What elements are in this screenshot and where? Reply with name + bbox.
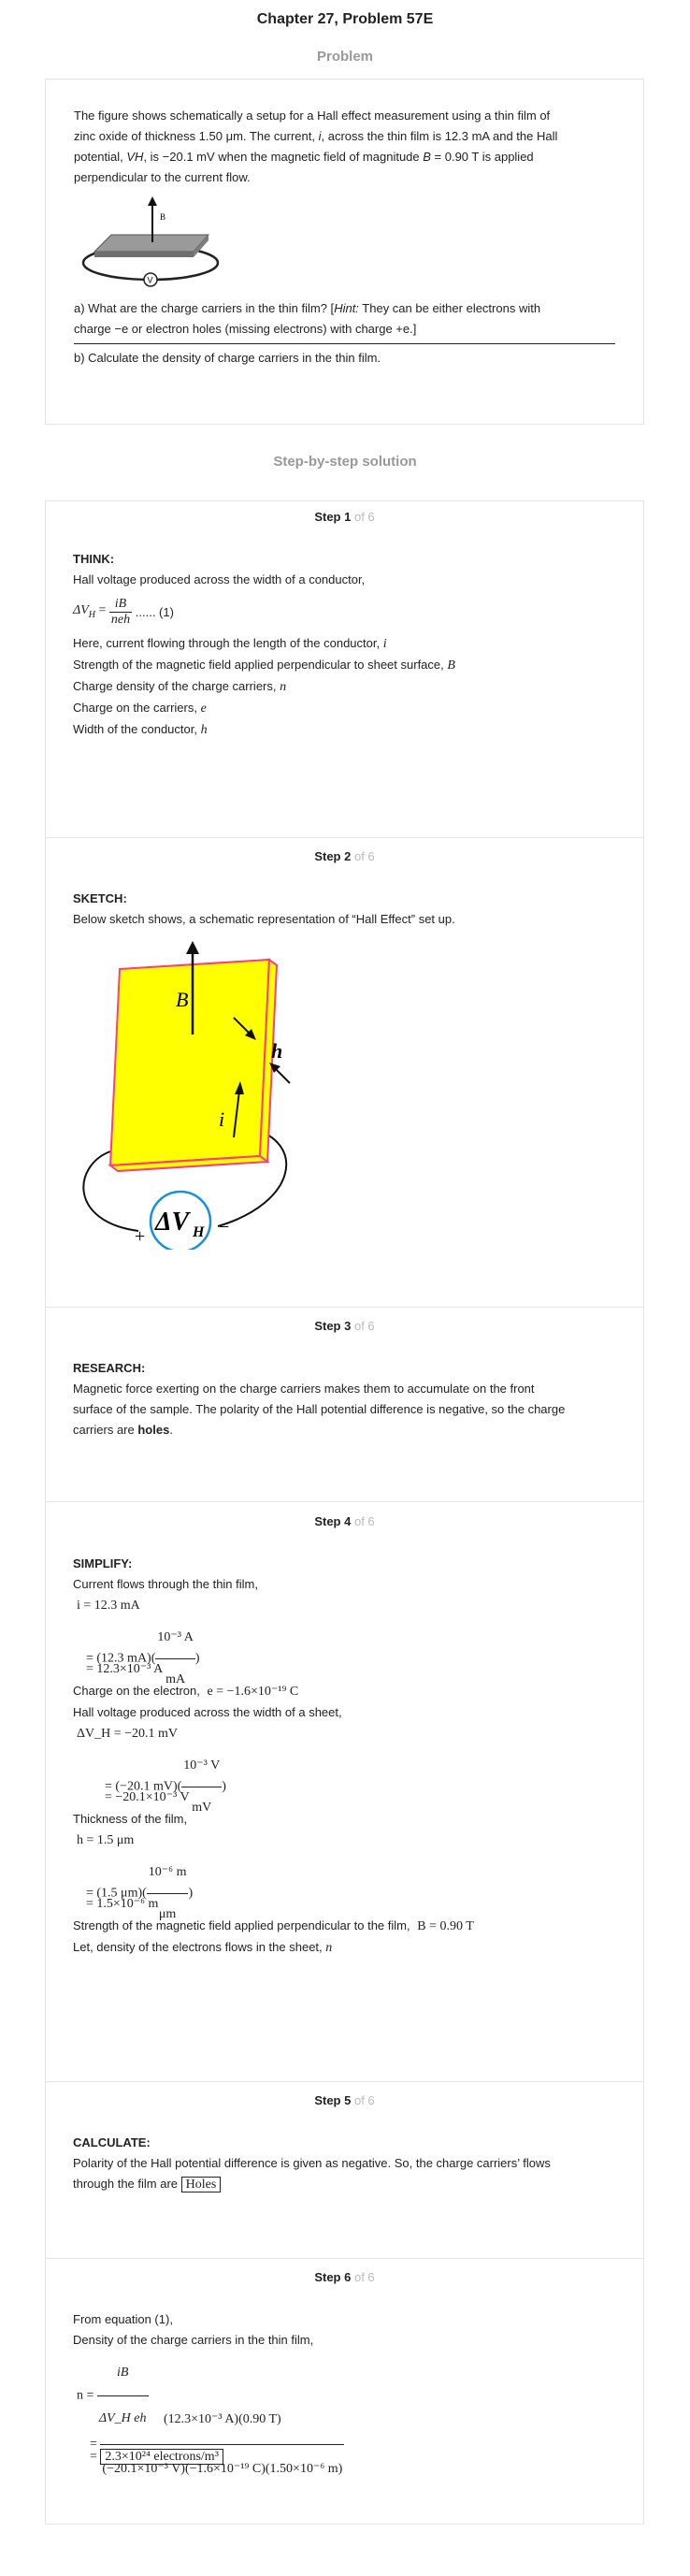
step6-intro-1: From equation (1), [73, 2312, 173, 2326]
current-eq-3: = 12.3×10⁻³ A [86, 1662, 164, 1676]
figure-v-label: V [147, 275, 153, 285]
def-field: Strength of the magnetic field applied perpendicular to sheet surface, B [73, 658, 455, 673]
density-formula: n = $\frac{iB}{\text{ΔV\_H eh}}$ [77, 2351, 616, 2395]
minus-sign: − [219, 1217, 230, 1237]
hall-equation: $\Delta V_H$ = $\frac{iB}{\text{neh}}$ ...... (1) [73, 596, 174, 627]
current-intro: Current flows through the thin film, [73, 1577, 258, 1591]
voltage-eq-2: = (−20.1 mV)( $\frac{\text{10⁻³ V}}{mV}$ ) [77, 1745, 616, 1787]
result-box: 2.3×10²⁴ electrons/m³ [100, 2449, 223, 2465]
step-title: SKETCH: [73, 891, 127, 905]
step-text: Below sketch shows, a schematic representation of “Hall Effect” set up. [73, 912, 455, 926]
step-title: THINK: [73, 552, 115, 566]
problem-heading: Problem [316, 49, 373, 65]
def-charge: Charge on the carriers, e [73, 701, 207, 716]
step-separator [45, 1307, 644, 1308]
field-line: Strength of the magnetic field applied perpendicular to the film, B = 0.90 T [73, 1918, 474, 1933]
step-header: Step 1 of 6 [314, 510, 375, 524]
sketch-dv-label: ΔV [155, 1208, 190, 1237]
step-header: Step 3 of 6 [314, 1319, 375, 1333]
step-separator [45, 2258, 644, 2259]
current-eq-1: i = 12.3 mA [77, 1599, 140, 1613]
step-2 [45, 847, 644, 1250]
part-b: b) Calculate the density of charge carriers in the thin film. [74, 351, 381, 365]
step-header: Step 2 of 6 [314, 849, 375, 863]
density-line: Let, density of the electrons flows in the sheet, n [73, 1940, 333, 1955]
sketch-h-label: h [271, 1039, 283, 1063]
page-title: Chapter 27, Problem 57E [256, 11, 434, 27]
step-title: CALCULATE: [73, 2135, 151, 2149]
hall-intro: Hall voltage produced across the width of a sheet, [73, 1705, 342, 1719]
calculate-text: Polarity of the Hall potential difference is given as negative. So, the charge carriers’ flows through the film are Holes [73, 2156, 551, 2192]
voltage-eq-1: ΔV_H = −20.1 mV [77, 1727, 179, 1741]
divider [74, 343, 615, 344]
thickness-eq-3: = 1.5×10⁻⁶ m [86, 1897, 159, 1911]
def-width: Width of the conductor, h [73, 722, 208, 737]
problem-card [45, 79, 644, 425]
step-4 [45, 1512, 644, 1959]
step-header: Step 6 of 6 [314, 2270, 375, 2284]
part-a: a) What are the charge carriers in the thin film? [Hint: They can be either electrons with charge −e or electron holes (missing electrons) with charge +e.] [74, 301, 541, 336]
current-eq-2: = (12.3 mA)( $\frac{\text{10⁻³ A}}{mA}$ ) [77, 1617, 616, 1658]
voltage-eq-3: = −20.1×10⁻³ V [105, 1790, 190, 1804]
answer-box: Holes [181, 2177, 222, 2192]
step-header: Step 4 of 6 [314, 1514, 375, 1528]
charge-line: Charge on the electron, e = −1.6×10⁻¹⁹ C [73, 1684, 299, 1699]
sketch-b-label: B [176, 988, 189, 1011]
step-6 [45, 2268, 644, 2476]
thickness-eq-2: = (1.5 μm)( $\frac{\text{10⁻⁶ m}}{\mu m}$ ) [77, 1852, 616, 1893]
density-substitution: = $\frac{\text{(12.3×10⁻³ A)(0.90 T)}}{\text{(−20.1×10⁻³ V)(−1.6×10⁻¹⁹ C)(1.50×10⁻⁶ m)}}$ [77, 2395, 616, 2444]
thickness-eq-1: h = 1.5 μm [77, 1833, 135, 1847]
thickness-intro: Thickness of the film, [73, 1812, 188, 1826]
solution-heading: Step-by-step solution [273, 454, 417, 470]
step6-intro-2: Density of the charge carriers in the thin film, [73, 2333, 314, 2347]
step-header: Step 5 of 6 [314, 2093, 375, 2107]
research-text: Magnetic force exerting on the charge carriers makes them to accumulate on the front surface of the sample. The polarity of the Hall potential difference is negative, so the charge carriers are holes. [73, 1382, 566, 1437]
figure-b-label: B [160, 212, 166, 222]
step-separator [45, 837, 644, 838]
step-5 [45, 2091, 644, 2195]
step-1 [45, 508, 644, 741]
def-current: Here, current flowing through the length of the conductor, i [73, 636, 387, 651]
def-density: Charge density of the charge carriers, n [73, 679, 287, 694]
step-intro: Hall voltage produced across the width of a conductor, [73, 572, 366, 586]
sketch-dv-sub: H [193, 1224, 205, 1240]
sketch-i-label: i [219, 1107, 225, 1131]
hall-setup-figure [74, 194, 242, 297]
step-separator [45, 2081, 644, 2082]
hall-effect-sketch [73, 941, 316, 1250]
problem-statement: The figure shows schematically a setup for a Hall effect measurement using a thin film of zinc oxide of thickness 1.50 μm. The current, i, across the thin film is 12.3 mA and the Hall potential, VH, is −20.1 mV when the magnetic field of magnitude B = 0.90 T is applied perpendicular to the current flow. [74, 109, 558, 184]
plus-sign: + [135, 1226, 146, 1247]
step-3 [45, 1317, 644, 1440]
density-result: = 2.3×10²⁴ electrons/m³ [77, 2444, 616, 2470]
step-separator [45, 1501, 644, 1502]
step-title: SIMPLIFY: [73, 1556, 133, 1570]
step-title: RESEARCH: [73, 1361, 146, 1375]
